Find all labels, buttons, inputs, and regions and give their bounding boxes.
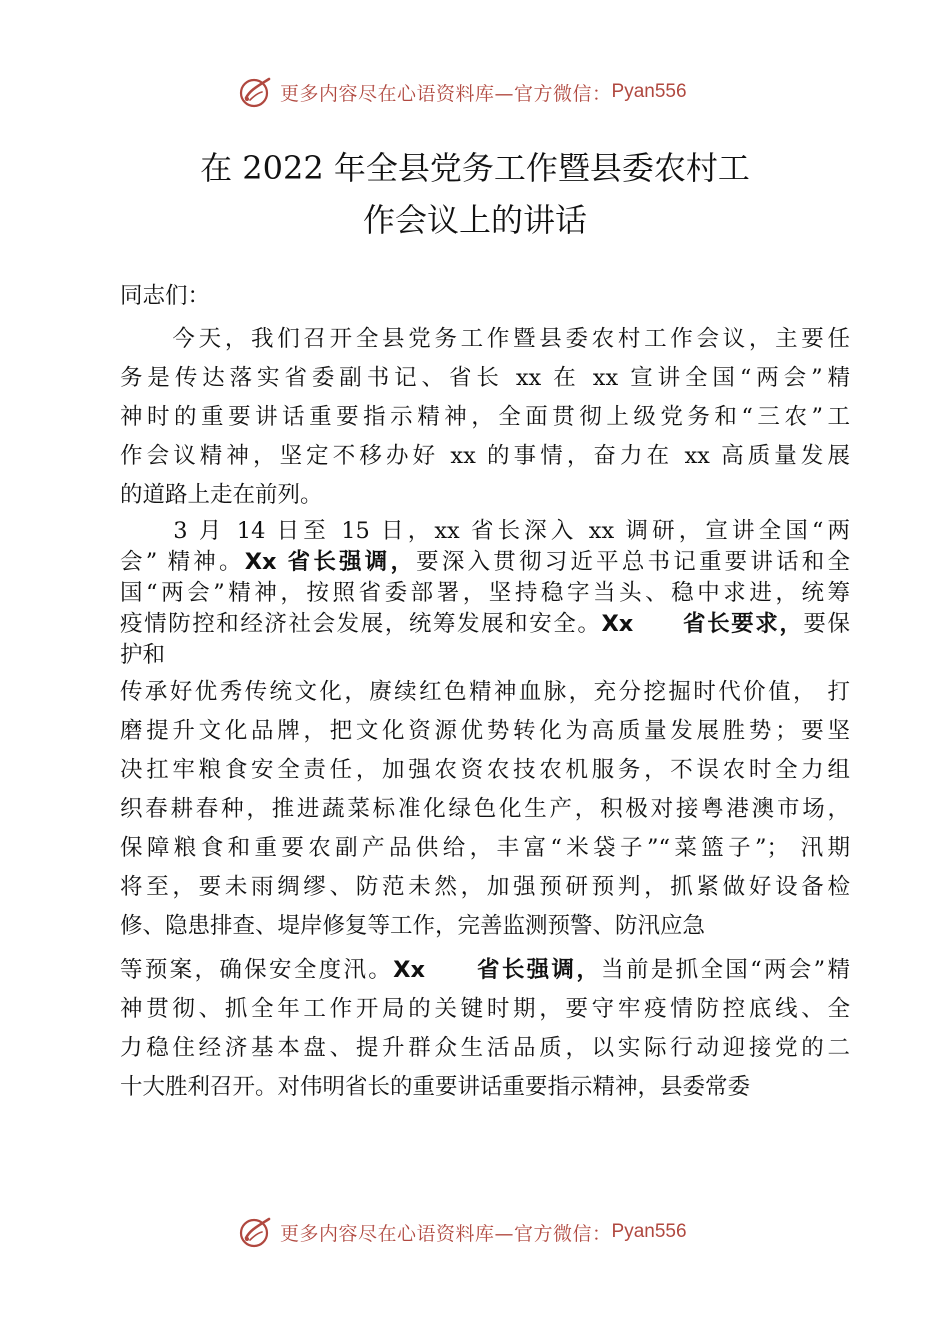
document-title [0,142,950,246]
paragraph-1 [120,320,850,515]
paragraph-4 [120,951,850,1107]
bold-emphasis: Xx 省长强调， [244,549,417,575]
watermark-contact: Pyan556 [611,81,687,102]
text-run: 等预案，确保安全度汛。 [120,957,394,983]
text-line: 神时的重要讲话重要指示精神，全面贯彻上级党务和“三农”工 [120,404,850,430]
bold-emphasis: Xx 省长强调， [393,957,602,983]
text-line: 传承好优秀传统文化，赓续红色精神血脉，充分挖掘时代价值， 打 [120,679,850,705]
text-line: 决扛牢粮食安全责任，加强农资农技农机服务，不误农时全力组 [120,757,850,783]
text-run: 会” 精神。 [120,549,245,575]
text-line: 神贯彻、抓全年工作开局的关键时期，要守牢疫情防控底线、全 [120,996,850,1022]
salutation: 同志们： [120,283,211,309]
text-line: 磨提升文化品牌，把文化资源优势转化为高质量发展胜势；要坚 [120,718,850,744]
text-run: 要保 [803,611,850,637]
text-line: 护和 [120,642,166,668]
paragraph-2 [120,516,850,671]
watermark-header [238,72,687,112]
watermark-text: 更多内容尽在心语资料库—官方微信： [280,82,612,105]
text-line: 国“两会”精神，按照省委部署，坚持稳字当头、稳中求进，统筹 [120,580,850,606]
title-line-2: 作会议上的讲话 [362,201,587,239]
title-line-1: 在 2022 年全县党务工作暨县委农村工 [200,149,750,187]
watermark-text: 更多内容尽在心语资料库—官方微信： [280,1222,612,1245]
watermark-footer [238,1212,687,1252]
text-line: 务是传达落实省委副书记、省长 xx 在 xx 宣讲全国“两会”精 [120,365,850,391]
text-line: 力稳住经济基本盘、提升群众生活品质，以实际行动迎接党的二 [120,1035,850,1061]
text-line [120,609,850,640]
brush-logo-icon [238,1214,274,1250]
text-line [120,951,850,990]
text-line: 的道路上走在前列。 [120,482,323,508]
text-line [120,547,850,578]
text-line: 将至，要未雨绸缪、防范未然，加强预研预判，抓紧做好设备检 [120,874,850,900]
text-run: 疫情防控和经济社会发展，统筹发展和安全。 [120,611,602,637]
text-line: 作会议精神，坚定不移办好 xx 的事情，奋力在 xx 高质量发展 [120,443,850,469]
text-line: 3 月 14 日至 15 日，xx 省长深入 xx 调研，宣讲全国“两 [120,518,850,544]
text-run: 当前是抓全国“两会”精 [601,957,850,983]
text-line: 十大胜利召开。对伟明省长的重要讲话重要指示精神，县委常委 [120,1074,751,1100]
paragraph-3 [120,673,850,946]
bold-emphasis: Xx 省长要求， [601,611,804,637]
brush-logo-icon [238,74,274,110]
text-line: 织春耕春种，推进蔬菜标准化绿色化生产，积极对接粤港澳市场， [120,796,850,822]
text-line: 保障粮食和重要农副产品供给，丰富“米袋子”“菜篮子”； 汛期 [120,835,850,861]
text-line: 修、隐患排查、堤岸修复等工作，完善监测预警、防汛应急 [120,913,706,939]
watermark-contact: Pyan556 [611,1221,687,1242]
text-line: 今天，我们召开全县党务工作暨县委农村工作会议，主要任 [120,326,850,352]
text-run: 要深入贯彻习近平总书记重要讲话和全 [416,549,850,575]
